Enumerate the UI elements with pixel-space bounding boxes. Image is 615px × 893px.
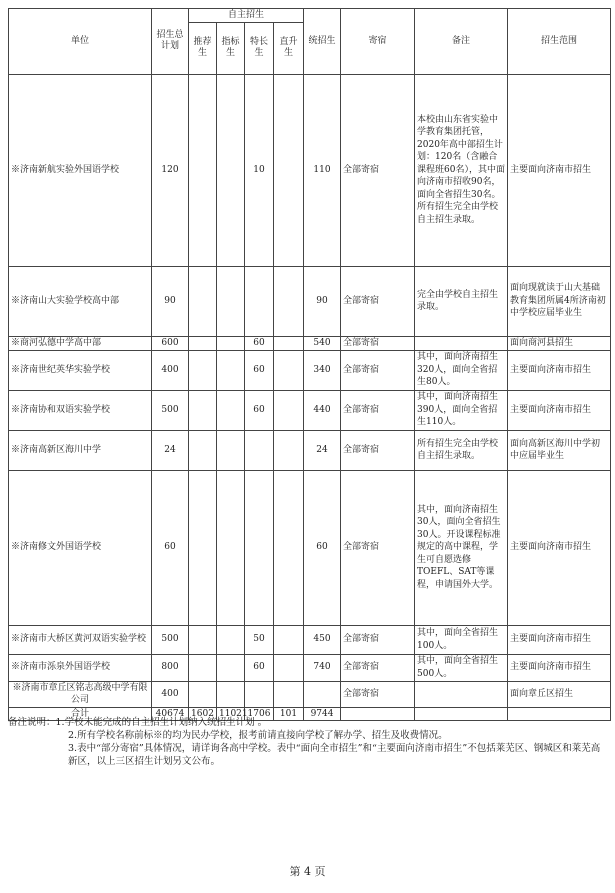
header-direct: 直升生	[274, 22, 304, 74]
cell-quota	[217, 654, 245, 681]
page-number: 第 4 页	[289, 865, 326, 878]
cell-quota	[217, 266, 245, 336]
cell-boarding: 全部寄宿	[341, 430, 415, 470]
table-row	[9, 350, 611, 390]
cell-direct	[274, 470, 304, 625]
cell-recommend: 1602	[189, 707, 217, 721]
cell-direct	[274, 350, 304, 390]
cell-total: 500	[152, 625, 189, 654]
cell-quota: 11021	[217, 707, 245, 721]
cell-unified: 24	[304, 430, 341, 470]
cell-unit: ※济南修文外国语学校	[9, 470, 152, 625]
cell-total: 800	[152, 654, 189, 681]
cell-specialty	[245, 266, 274, 336]
cell-specialty: 60	[245, 336, 274, 350]
header-quota: 指标生	[217, 22, 245, 74]
cell-remark: 其中，面向济南招生30人，面向全省招生30人。开设课程标准规定的高中课程，学生可自愿选修TOEFL、SAT等课程，申请国外大学。	[415, 470, 508, 625]
cell-scope: 主要面向济南市招生	[508, 74, 611, 266]
cell-remark: 本校由山东省实验中学教育集团托管，2020年高中部招生计划：120名（含融合课程班60名），其中面向济南市招收90名，面向全省招生30名。所有招生完全由学校自主招生录取。	[415, 74, 508, 266]
cell-scope: 主要面向济南市招生	[508, 470, 611, 625]
cell-direct	[274, 390, 304, 430]
cell-quota	[217, 625, 245, 654]
header-total-plan: 招生总计划	[152, 9, 189, 75]
cell-scope: 面向章丘区招生	[508, 681, 611, 707]
cell-scope: 主要面向济南市招生	[508, 350, 611, 390]
cell-recommend	[189, 625, 217, 654]
cell-unit: ※济南高新区海川中学	[9, 430, 152, 470]
cell-specialty	[245, 681, 274, 707]
cell-unified: 740	[304, 654, 341, 681]
cell-unified: 440	[304, 390, 341, 430]
table-row	[9, 625, 611, 654]
cell-recommend	[189, 336, 217, 350]
cell-specialty: 60	[245, 350, 274, 390]
cell-recommend	[189, 681, 217, 707]
cell-specialty: 50	[245, 625, 274, 654]
table-row	[9, 430, 611, 470]
cell-total: 600	[152, 336, 189, 350]
cell-total: 60	[152, 470, 189, 625]
cell-direct: 101	[274, 707, 304, 721]
cell-direct	[274, 266, 304, 336]
cell-remark: 完全由学校自主招生录取。	[415, 266, 508, 336]
table-row	[9, 336, 611, 350]
note-line-3: 3.表中“部分寄宿”具体情况，请详询各高中学校。表中“面向全市招生”和“主要面向济南市招生”不包括莱芜区、钢城区和莱芜高新区，以上三区招生计划另文公布。	[68, 743, 601, 767]
cell-quota	[217, 681, 245, 707]
cell-recommend	[189, 350, 217, 390]
cell-unit: ※济南市章丘区铭志高级中学有限公司	[9, 681, 152, 707]
cell-specialty	[245, 470, 274, 625]
header-recommend: 推荐生	[189, 22, 217, 74]
cell-boarding: 全部寄宿	[341, 625, 415, 654]
cell-specialty	[245, 430, 274, 470]
cell-unified: 60	[304, 470, 341, 625]
cell-unit: ※济南山大实验学校高中部	[9, 266, 152, 336]
cell-quota	[217, 470, 245, 625]
cell-specialty: 1706	[245, 707, 274, 721]
cell-quota	[217, 74, 245, 266]
table-row	[9, 266, 611, 336]
table-row	[9, 681, 611, 707]
cell-direct	[274, 681, 304, 707]
cell-remark: 其中，面向全省招生100人。	[415, 625, 508, 654]
cell-remark: 其中，面向济南招生320人，面向全省招生80人。	[415, 350, 508, 390]
cell-scope: 面向商河县招生	[508, 336, 611, 350]
cell-direct	[274, 336, 304, 350]
cell-total: 400	[152, 350, 189, 390]
cell-remark	[415, 336, 508, 350]
cell-boarding: 全部寄宿	[341, 266, 415, 336]
cell-recommend	[189, 654, 217, 681]
note-line-2: 2.所有学校名称前标※的均为民办学校，报考前请直接向学校了解办学、招生及收费情况。	[68, 730, 448, 741]
cell-unified: 450	[304, 625, 341, 654]
cell-specialty: 60	[245, 390, 274, 430]
table-row	[9, 74, 611, 266]
table-row	[9, 654, 611, 681]
cell-total: 40674	[152, 707, 189, 721]
cell-boarding: 全部寄宿	[341, 74, 415, 266]
cell-unified: 9744	[304, 707, 341, 721]
cell-unit: ※济南新航实验外国语学校	[9, 74, 152, 266]
cell-scope: 主要面向济南市招生	[508, 625, 611, 654]
cell-direct	[274, 654, 304, 681]
cell-remark	[415, 681, 508, 707]
cell-boarding: 全部寄宿	[341, 390, 415, 430]
header-self-enroll: 自主招生	[189, 9, 304, 23]
cell-scope: 面向现就读于山大基础教育集团所属4所济南初中学校应届毕业生	[508, 266, 611, 336]
cell-total: 120	[152, 74, 189, 266]
cell-remark: 其中，面向全省招生500人。	[415, 654, 508, 681]
cell-unit: ※济南协和双语实验学校	[9, 390, 152, 430]
cell-boarding: 全部寄宿	[341, 470, 415, 625]
cell-recommend	[189, 266, 217, 336]
cell-recommend	[189, 74, 217, 266]
cell-unified: 110	[304, 74, 341, 266]
table-row	[9, 390, 611, 430]
cell-scope: 面向高新区海川中学初中应届毕业生	[508, 430, 611, 470]
cell-unit: ※济南市泺泉外国语学校	[9, 654, 152, 681]
cell-unit: ※商河弘德中学高中部	[9, 336, 152, 350]
cell-scope: 主要面向济南市招生	[508, 390, 611, 430]
note-line-1: 备注说明：1.学校未能完成的自主招生计划纳入统招生计划 。	[8, 717, 268, 728]
cell-recommend	[189, 430, 217, 470]
cell-unified: 90	[304, 266, 341, 336]
header-specialty: 特长生	[245, 22, 274, 74]
cell-quota	[217, 350, 245, 390]
header-unified: 统招生	[304, 9, 341, 75]
cell-direct	[274, 430, 304, 470]
admission-plan-table	[8, 8, 611, 721]
cell-unified: 340	[304, 350, 341, 390]
cell-total-label: 合计	[9, 707, 152, 721]
cell-specialty: 10	[245, 74, 274, 266]
cell-quota	[217, 390, 245, 430]
cell-scope: 主要面向济南市招生	[508, 654, 611, 681]
cell-boarding: 全部寄宿	[341, 350, 415, 390]
cell-boarding: 全部寄宿	[341, 681, 415, 707]
cell-direct	[274, 625, 304, 654]
cell-boarding: 全部寄宿	[341, 336, 415, 350]
cell-total: 400	[152, 681, 189, 707]
cell-unified	[304, 681, 341, 707]
cell-unit: ※济南市大桥区黄河双语实验学校	[9, 625, 152, 654]
cell-total: 24	[152, 430, 189, 470]
cell-recommend	[189, 390, 217, 430]
header-unit: 单位	[9, 9, 152, 75]
cell-unified: 540	[304, 336, 341, 350]
table-row	[9, 470, 611, 625]
cell-boarding: 全部寄宿	[341, 654, 415, 681]
cell-total: 90	[152, 266, 189, 336]
cell-quota	[217, 430, 245, 470]
cell-remark: 其中，面向济南招生390人，面向全省招生110人。	[415, 390, 508, 430]
cell-direct	[274, 74, 304, 266]
cell-quota	[217, 336, 245, 350]
cell-total: 500	[152, 390, 189, 430]
cell-unit: ※济南世纪英华实验学校	[9, 350, 152, 390]
header-remark: 备注	[415, 9, 508, 75]
cell-specialty: 60	[245, 654, 274, 681]
cell-recommend	[189, 470, 217, 625]
header-boarding: 寄宿	[341, 9, 415, 75]
cell-remark: 所有招生完全由学校自主招生录取。	[415, 430, 508, 470]
header-scope: 招生范围	[508, 9, 611, 75]
notes-block	[8, 716, 608, 768]
